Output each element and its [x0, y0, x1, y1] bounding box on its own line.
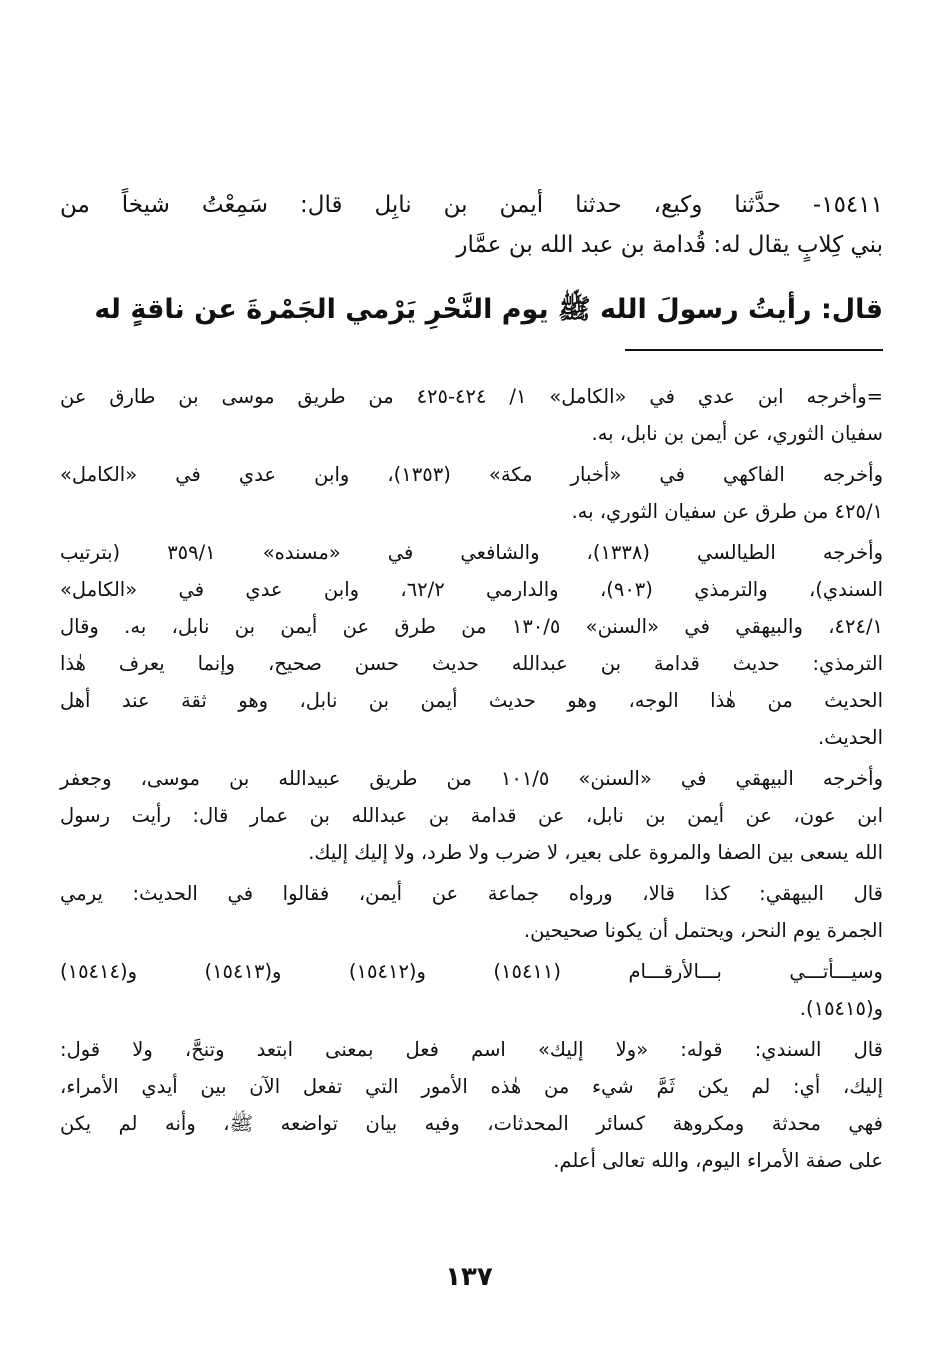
footnote-line: فهي محدثة ومكروهة كسائر المحدثات، وفيه بيان تواضعه ﷺ، وأنه لم يكن — [60, 1112, 883, 1135]
footnote-line: إليك، أي: لم يكن ثَمَّ شيء من هٰذه الأمور التي تفعل الآن بين أيدي الأمراء، — [60, 1075, 883, 1098]
footnote-separator — [625, 349, 883, 351]
footnote-line: سفيان الثوري، عن أيمن بن نابل، به. — [591, 422, 883, 445]
footnote-line: الترمذي: حديث قدامة بن عبدالله حديث حسن صحيح، وإنما يعرف هٰذا — [60, 652, 883, 675]
footnote-line: على صفة الأمراء اليوم، والله تعالى أعلم. — [553, 1149, 883, 1172]
footnote-paragraph — [60, 378, 883, 452]
footnote-line: وأخرجه الطيالسي (١٣٣٨)، والشافعي في «مسنده» ٣٥٩/١ (بترتيب — [60, 541, 883, 564]
footnote-paragraph — [60, 760, 883, 871]
footnote-line: الحديث من هٰذا الوجه، وهو حديث أيمن بن نابل، وهو ثقة عند أهل — [60, 689, 883, 712]
matn-line: قال: رأيتُ رسولَ الله ﷺ يوم النَّحْرِ يَرْمي الجَمْرةَ عن ناقةٍ له — [94, 294, 883, 325]
hadith-matn — [60, 290, 883, 330]
footnote-paragraph — [60, 534, 883, 756]
footnote-line: الجمرة يوم النحر، ويحتمل أن يكونا صحيحين. — [523, 919, 883, 942]
footnote-line: ابن عون، عن أيمن بن نابل، عن قدامة بن عبدالله بن عمار قال: رأيت رسول — [60, 804, 883, 827]
footnote-line: ٤٢٤/١، والبيهقي في «السنن» ١٣٠/٥ من طرق عن أيمن بن نابل، به. وقال — [60, 615, 883, 638]
footnote-paragraph — [60, 456, 883, 530]
footnote-line: ٤٢٥/١ من طرق عن سفيان الثوري، به. — [571, 500, 883, 523]
hadith-text — [60, 186, 883, 264]
footnote-line: الله يسعى بين الصفا والمروة على بعير، لا ضرب ولا طرد، ولا إليك إليك. — [308, 841, 883, 864]
footnote-line: وأخرجه الفاكهي في «أخبار مكة» (١٣٥٣)، وابن عدي في «الكامل» — [60, 463, 884, 486]
footnote-line: و(١٥٤١٥). — [799, 997, 883, 1020]
footnote-line: قال البيهقي: كذا قالا، ورواه جماعة عن أيمن، فقالوا في الحديث: يرمي — [60, 882, 883, 905]
footnotes — [60, 378, 883, 1179]
page-number: ١٣٧ — [445, 1262, 493, 1292]
footnote-line: السندي)، والترمذي (٩٠٣)، والدارمي ٦٢/٢، وابن عدي في «الكامل» — [60, 578, 884, 601]
footnote-line: وأخرجه البيهقي في «السنن» ١٠١/٥ من طريق عبيدالله بن موسى، وجعفر — [60, 767, 883, 790]
footnote-line: الحديث. — [818, 726, 883, 749]
footnote-paragraph — [60, 875, 883, 949]
footnote-paragraph — [60, 953, 883, 1027]
hadith-line: ١٥٤١١- حدَّثنا وكيع، حدثنا أيمن بن نابِل قال: سَمِعْتُ شيخاً من — [60, 192, 883, 218]
footnote-line: قال السندي: قوله: «ولا إليك» اسم فعل بمعنى ابتعد وتنحَّ، ولا قول: — [60, 1038, 883, 1061]
footnote-line: =وأخرجه ابن عدي في «الكامل» ١/ ٤٢٤-٤٢٥ من طريق موسى بن طارق عن — [60, 385, 883, 408]
hadith-line: بني كِلابٍ يقال له: قُدامة بن عبد الله بن عمَّار — [456, 232, 883, 258]
footnote-paragraph — [60, 1031, 883, 1179]
footnote-line: وسيـــأتـــي بـــالأرقـــام (١٥٤١١) و(١٥٤١٢) و(١٥٤١٣) و(١٥٤١٤) — [60, 960, 883, 983]
